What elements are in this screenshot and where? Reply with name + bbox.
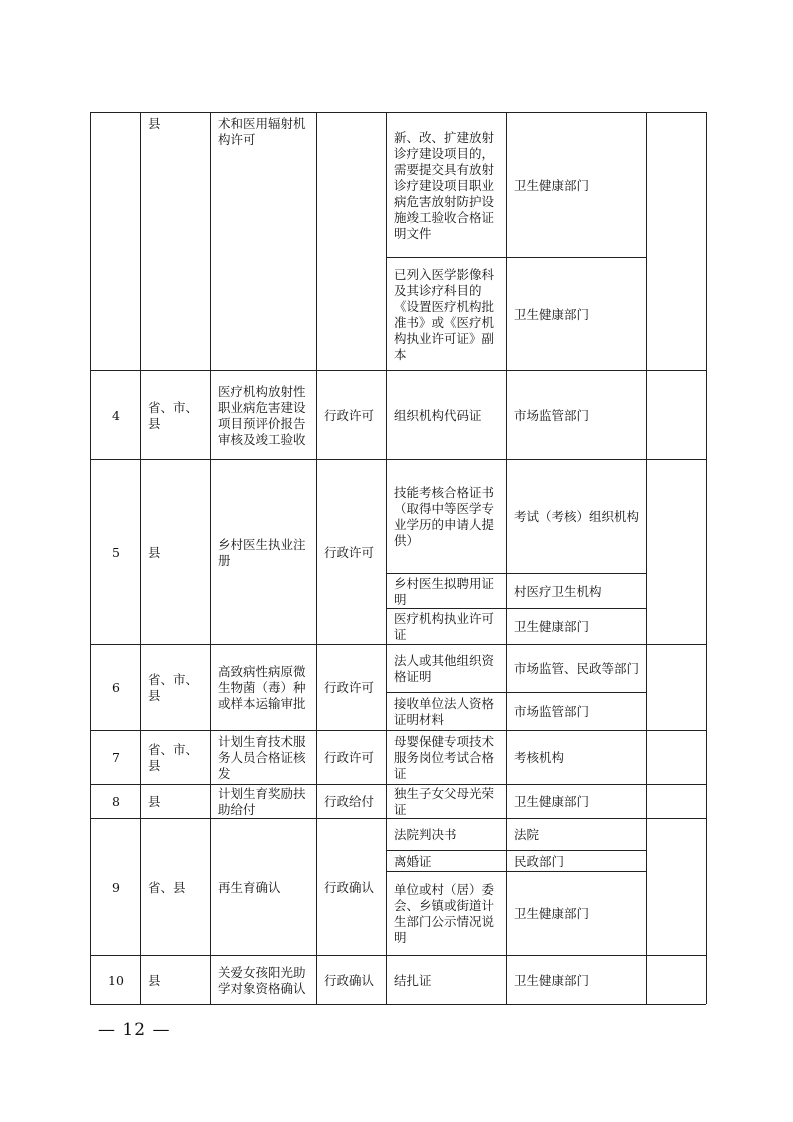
level-cell bbox=[140, 955, 210, 1004]
issuing-dept-cell bbox=[506, 459, 646, 573]
material-name-cell-text: 已列入医学影像科及其诊疗科目的《设置医疗机构批准书》或《医疗机构执业许可证》副本 bbox=[394, 266, 495, 362]
item-name-cell bbox=[210, 459, 316, 644]
level-cell-text: 省、市、县 bbox=[148, 399, 199, 431]
level-cell bbox=[140, 730, 210, 784]
item-name-cell bbox=[210, 818, 316, 955]
material-name-cell bbox=[386, 257, 506, 370]
material-name-cell-text: 法院判决书 bbox=[394, 827, 457, 842]
item-type-cell bbox=[316, 112, 386, 370]
remarks-cell bbox=[646, 730, 706, 784]
item-name-cell-text: 高致病性病原微生物菌（毒）种或样本运输审批 bbox=[218, 664, 306, 711]
item-name-cell-text: 再生育确认 bbox=[218, 879, 281, 895]
material-name-cell-text: 接收单位法人资格证明材料 bbox=[394, 696, 495, 727]
remarks-cell bbox=[646, 784, 706, 818]
item-type-cell bbox=[316, 459, 386, 644]
item-type-cell-text: 行政确认 bbox=[324, 879, 375, 895]
issuing-dept-cell bbox=[506, 112, 646, 257]
item-type-cell-text: 行政许可 bbox=[324, 544, 375, 560]
issuing-dept-cell-text: 卫生健康部门 bbox=[514, 619, 590, 634]
material-name-cell-text: 离婚证 bbox=[394, 853, 432, 869]
material-name-cell bbox=[386, 112, 506, 257]
issuing-dept-cell-text: 卫生健康部门 bbox=[514, 306, 590, 322]
row-number-cell bbox=[90, 730, 140, 784]
level-cell bbox=[140, 459, 210, 644]
item-name-cell-text: 乡村医生执业注册 bbox=[218, 536, 306, 568]
level-cell-text: 省、市、县 bbox=[148, 672, 199, 703]
row-number-cell bbox=[90, 818, 140, 955]
page-number: — 12 — bbox=[98, 1020, 171, 1040]
material-name-cell-text: 单位或村（居）委会、乡镇或街道计生部门公示情况说明 bbox=[394, 882, 495, 945]
issuing-dept-cell-text: 卫生健康部门 bbox=[514, 794, 590, 809]
issuing-dept-cell-text: 考核机构 bbox=[514, 750, 565, 765]
level-cell bbox=[140, 784, 210, 818]
remarks-cell bbox=[646, 955, 706, 1004]
item-name-cell bbox=[210, 370, 316, 459]
material-name-cell-text: 母婴保健专项技术服务岗位考试合格证 bbox=[394, 734, 495, 781]
material-name-cell bbox=[386, 608, 506, 644]
item-type-cell bbox=[316, 370, 386, 459]
row-number-cell-text: 8 bbox=[112, 794, 120, 809]
material-name-cell bbox=[386, 850, 506, 871]
item-name-cell-text: 医疗机构放射性职业病危害建设项目预评价报告审核及竣工验收 bbox=[218, 383, 306, 447]
issuing-dept-cell-text: 村医疗卫生机构 bbox=[514, 583, 602, 599]
item-type-cell bbox=[316, 955, 386, 1004]
material-name-cell bbox=[386, 644, 506, 692]
item-type-cell-text: 行政许可 bbox=[324, 407, 375, 423]
issuing-dept-cell bbox=[506, 818, 646, 850]
issuing-dept-cell bbox=[506, 955, 646, 1004]
item-name-cell bbox=[210, 784, 316, 818]
row-number-cell bbox=[90, 459, 140, 644]
issuing-dept-cell bbox=[506, 784, 646, 818]
material-name-cell-text: 新、改、扩建放射诊疗建设项目的，需要提交具有放射诊疗建设项目职业病危害放射防护设施竣工验收合格证明文件 bbox=[394, 129, 495, 241]
item-name-cell bbox=[210, 730, 316, 784]
item-name-cell-text: 计划生育技术服务人员合格证核发 bbox=[218, 734, 306, 781]
row-number-cell bbox=[90, 370, 140, 459]
remarks-cell bbox=[646, 112, 706, 370]
issuing-dept-cell bbox=[506, 608, 646, 644]
row-number-cell-text: 4 bbox=[112, 407, 120, 423]
material-name-cell bbox=[386, 730, 506, 784]
material-name-cell bbox=[386, 370, 506, 459]
item-type-cell bbox=[316, 784, 386, 818]
material-name-cell-text: 组织机构代码证 bbox=[394, 407, 482, 423]
level-cell-text: 省、市、县 bbox=[148, 742, 199, 773]
row-number-cell bbox=[90, 644, 140, 730]
remarks-cell bbox=[646, 370, 706, 459]
remarks-cell bbox=[646, 818, 706, 955]
material-name-cell bbox=[386, 955, 506, 1004]
item-type-cell bbox=[316, 818, 386, 955]
material-name-cell-text: 技能考核合格证书（取得中等医学专业学历的申请人提供） bbox=[394, 485, 495, 548]
issuing-dept-cell-text: 卫生健康部门 bbox=[514, 177, 590, 193]
issuing-dept-cell bbox=[506, 730, 646, 784]
level-cell-text: 县 bbox=[148, 544, 161, 560]
row-number-cell bbox=[90, 112, 140, 370]
material-name-cell-text: 医疗机构执业许可证 bbox=[394, 611, 495, 642]
row-number-cell bbox=[90, 955, 140, 1004]
material-name-cell-text: 结扎证 bbox=[394, 972, 432, 988]
issuing-dept-cell-text: 卫生健康部门 bbox=[514, 972, 590, 988]
item-type-cell-text: 行政许可 bbox=[324, 750, 375, 765]
issuing-dept-cell-text: 民政部门 bbox=[514, 853, 565, 869]
material-name-cell-text: 乡村医生拟聘用证明 bbox=[394, 575, 495, 607]
material-name-cell bbox=[386, 818, 506, 850]
item-type-cell-text: 行政许可 bbox=[324, 680, 375, 695]
remarks-cell bbox=[646, 459, 706, 644]
item-type-cell bbox=[316, 644, 386, 730]
issuing-dept-cell-text: 市场监管、民政等部门 bbox=[514, 661, 640, 676]
item-type-cell-text: 行政给付 bbox=[324, 794, 375, 809]
issuing-dept-cell bbox=[506, 257, 646, 370]
material-name-cell bbox=[386, 573, 506, 608]
item-name-cell-text: 术和医用辐射机构许可 bbox=[218, 116, 306, 147]
row-number-cell bbox=[90, 784, 140, 818]
remarks-cell bbox=[646, 644, 706, 730]
item-name-cell-text: 计划生育奖励扶助给付 bbox=[218, 786, 306, 817]
item-name-cell bbox=[210, 112, 316, 370]
issuing-dept-cell bbox=[506, 850, 646, 871]
row-number-cell-text: 6 bbox=[112, 680, 120, 695]
row-number-cell-text: 5 bbox=[112, 544, 120, 560]
level-cell bbox=[140, 818, 210, 955]
row-number-cell-text: 10 bbox=[108, 972, 124, 988]
item-name-cell bbox=[210, 644, 316, 730]
item-name-cell bbox=[210, 955, 316, 1004]
row-number-cell-text: 9 bbox=[112, 879, 120, 895]
issuing-dept-cell-text: 考试（考核）组织机构 bbox=[514, 509, 640, 524]
issuing-dept-cell bbox=[506, 871, 646, 955]
issuing-dept-cell bbox=[506, 573, 646, 608]
issuing-dept-cell-text: 法院 bbox=[514, 827, 540, 842]
material-name-cell-text: 法人或其他组织资格证明 bbox=[394, 653, 495, 684]
material-name-cell bbox=[386, 459, 506, 573]
material-name-cell bbox=[386, 784, 506, 818]
issuing-dept-cell bbox=[506, 370, 646, 459]
item-type-cell bbox=[316, 730, 386, 784]
issuing-dept-cell bbox=[506, 692, 646, 730]
level-cell bbox=[140, 370, 210, 459]
issuing-dept-cell-text: 市场监管部门 bbox=[514, 407, 590, 423]
level-cell-text: 县 bbox=[148, 794, 161, 809]
level-cell-text: 省、县 bbox=[148, 879, 186, 895]
material-name-cell bbox=[386, 692, 506, 730]
row-number-cell-text: 7 bbox=[112, 750, 120, 765]
item-name-cell-text: 关爱女孩阳光助学对象资格确认 bbox=[218, 964, 306, 996]
material-name-cell bbox=[386, 871, 506, 955]
level-cell bbox=[140, 644, 210, 730]
level-cell-text: 县 bbox=[148, 972, 161, 988]
issuing-dept-cell-text: 市场监管部门 bbox=[514, 704, 590, 719]
level-cell-text: 县 bbox=[148, 116, 161, 131]
level-cell bbox=[140, 112, 210, 370]
material-name-cell-text: 独生子女父母光荣证 bbox=[394, 786, 495, 817]
issuing-dept-cell bbox=[506, 644, 646, 692]
item-type-cell-text: 行政确认 bbox=[324, 972, 375, 988]
issuing-dept-cell-text: 卫生健康部门 bbox=[514, 906, 590, 921]
